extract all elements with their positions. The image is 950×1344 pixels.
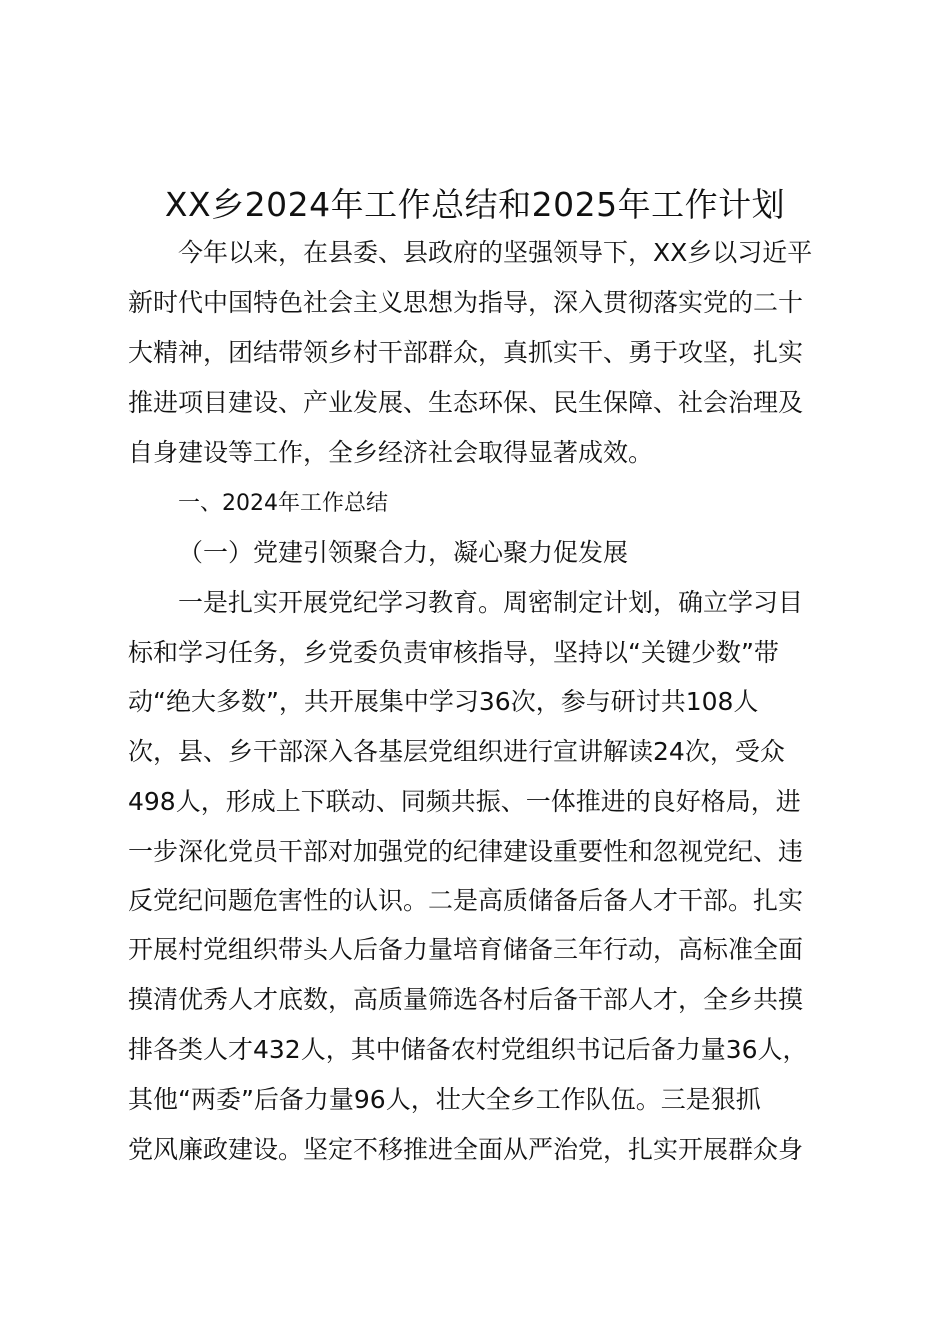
paragraph-line: 自身建设等工作，全乡经济社会取得显著成效。	[128, 438, 654, 467]
document-title: XX乡2024年工作总结和2025年工作计划	[164, 185, 786, 224]
paragraph-line: 反党纪问题危害性的认识。二是高质储备后备人才干部。扎实	[128, 886, 804, 915]
paragraph-line: 498人，形成上下联动、同频共振、一体推进的良好格局，进	[128, 787, 801, 816]
paragraph-line: 摸清优秀人才底数，高质量筛选各村后备干部人才，全乡共摸	[128, 985, 804, 1014]
paragraph-line: 排各类人才432人，其中储备农村党组织书记后备力量36人，	[128, 1035, 808, 1064]
paragraph-line: 标和学习任务，乡党委负责审核指导，坚持以“关键少数”带	[128, 638, 779, 667]
paragraph-line: 一是扎实开展党纪学习教育。周密制定计划，确立学习目	[178, 588, 804, 617]
paragraph-line: 动“绝大多数”，共开展集中学习36次，参与研讨共108人	[128, 687, 759, 716]
paragraph-line: 一步深化党员干部对加强党的纪律建设重要性和忽视党纪、违	[128, 837, 804, 866]
paragraph-line: 党风廉政建设。坚定不移推进全面从严治党，扎实开展群众身	[128, 1135, 804, 1164]
paragraph-line: 次，县、乡干部深入各基层党组织进行宣讲解读24次，受众	[128, 737, 785, 766]
paragraph-line: 其他“两委”后备力量96人，壮大全乡工作队伍。三是狠抓	[128, 1085, 761, 1114]
section-heading: 一、2024年工作总结	[178, 491, 388, 516]
paragraph-line: 新时代中国特色社会主义思想为指导，深入贯彻落实党的二十	[128, 288, 804, 317]
paragraph-line: 今年以来，在县委、县政府的坚强领导下，XX乡以习近平	[178, 238, 813, 267]
paragraph-line: 大精神，团结带领乡村干部群众，真抓实干、勇于攻坚，扎实	[128, 338, 804, 367]
paragraph-line: 推进项目建设、产业发展、生态环保、民生保障、社会治理及	[128, 388, 804, 417]
subsection-heading: （一）党建引领聚合力，凝心聚力促发展	[178, 538, 629, 567]
paragraph-line: 开展村党组织带头人后备力量培育储备三年行动，高标准全面	[128, 935, 804, 964]
